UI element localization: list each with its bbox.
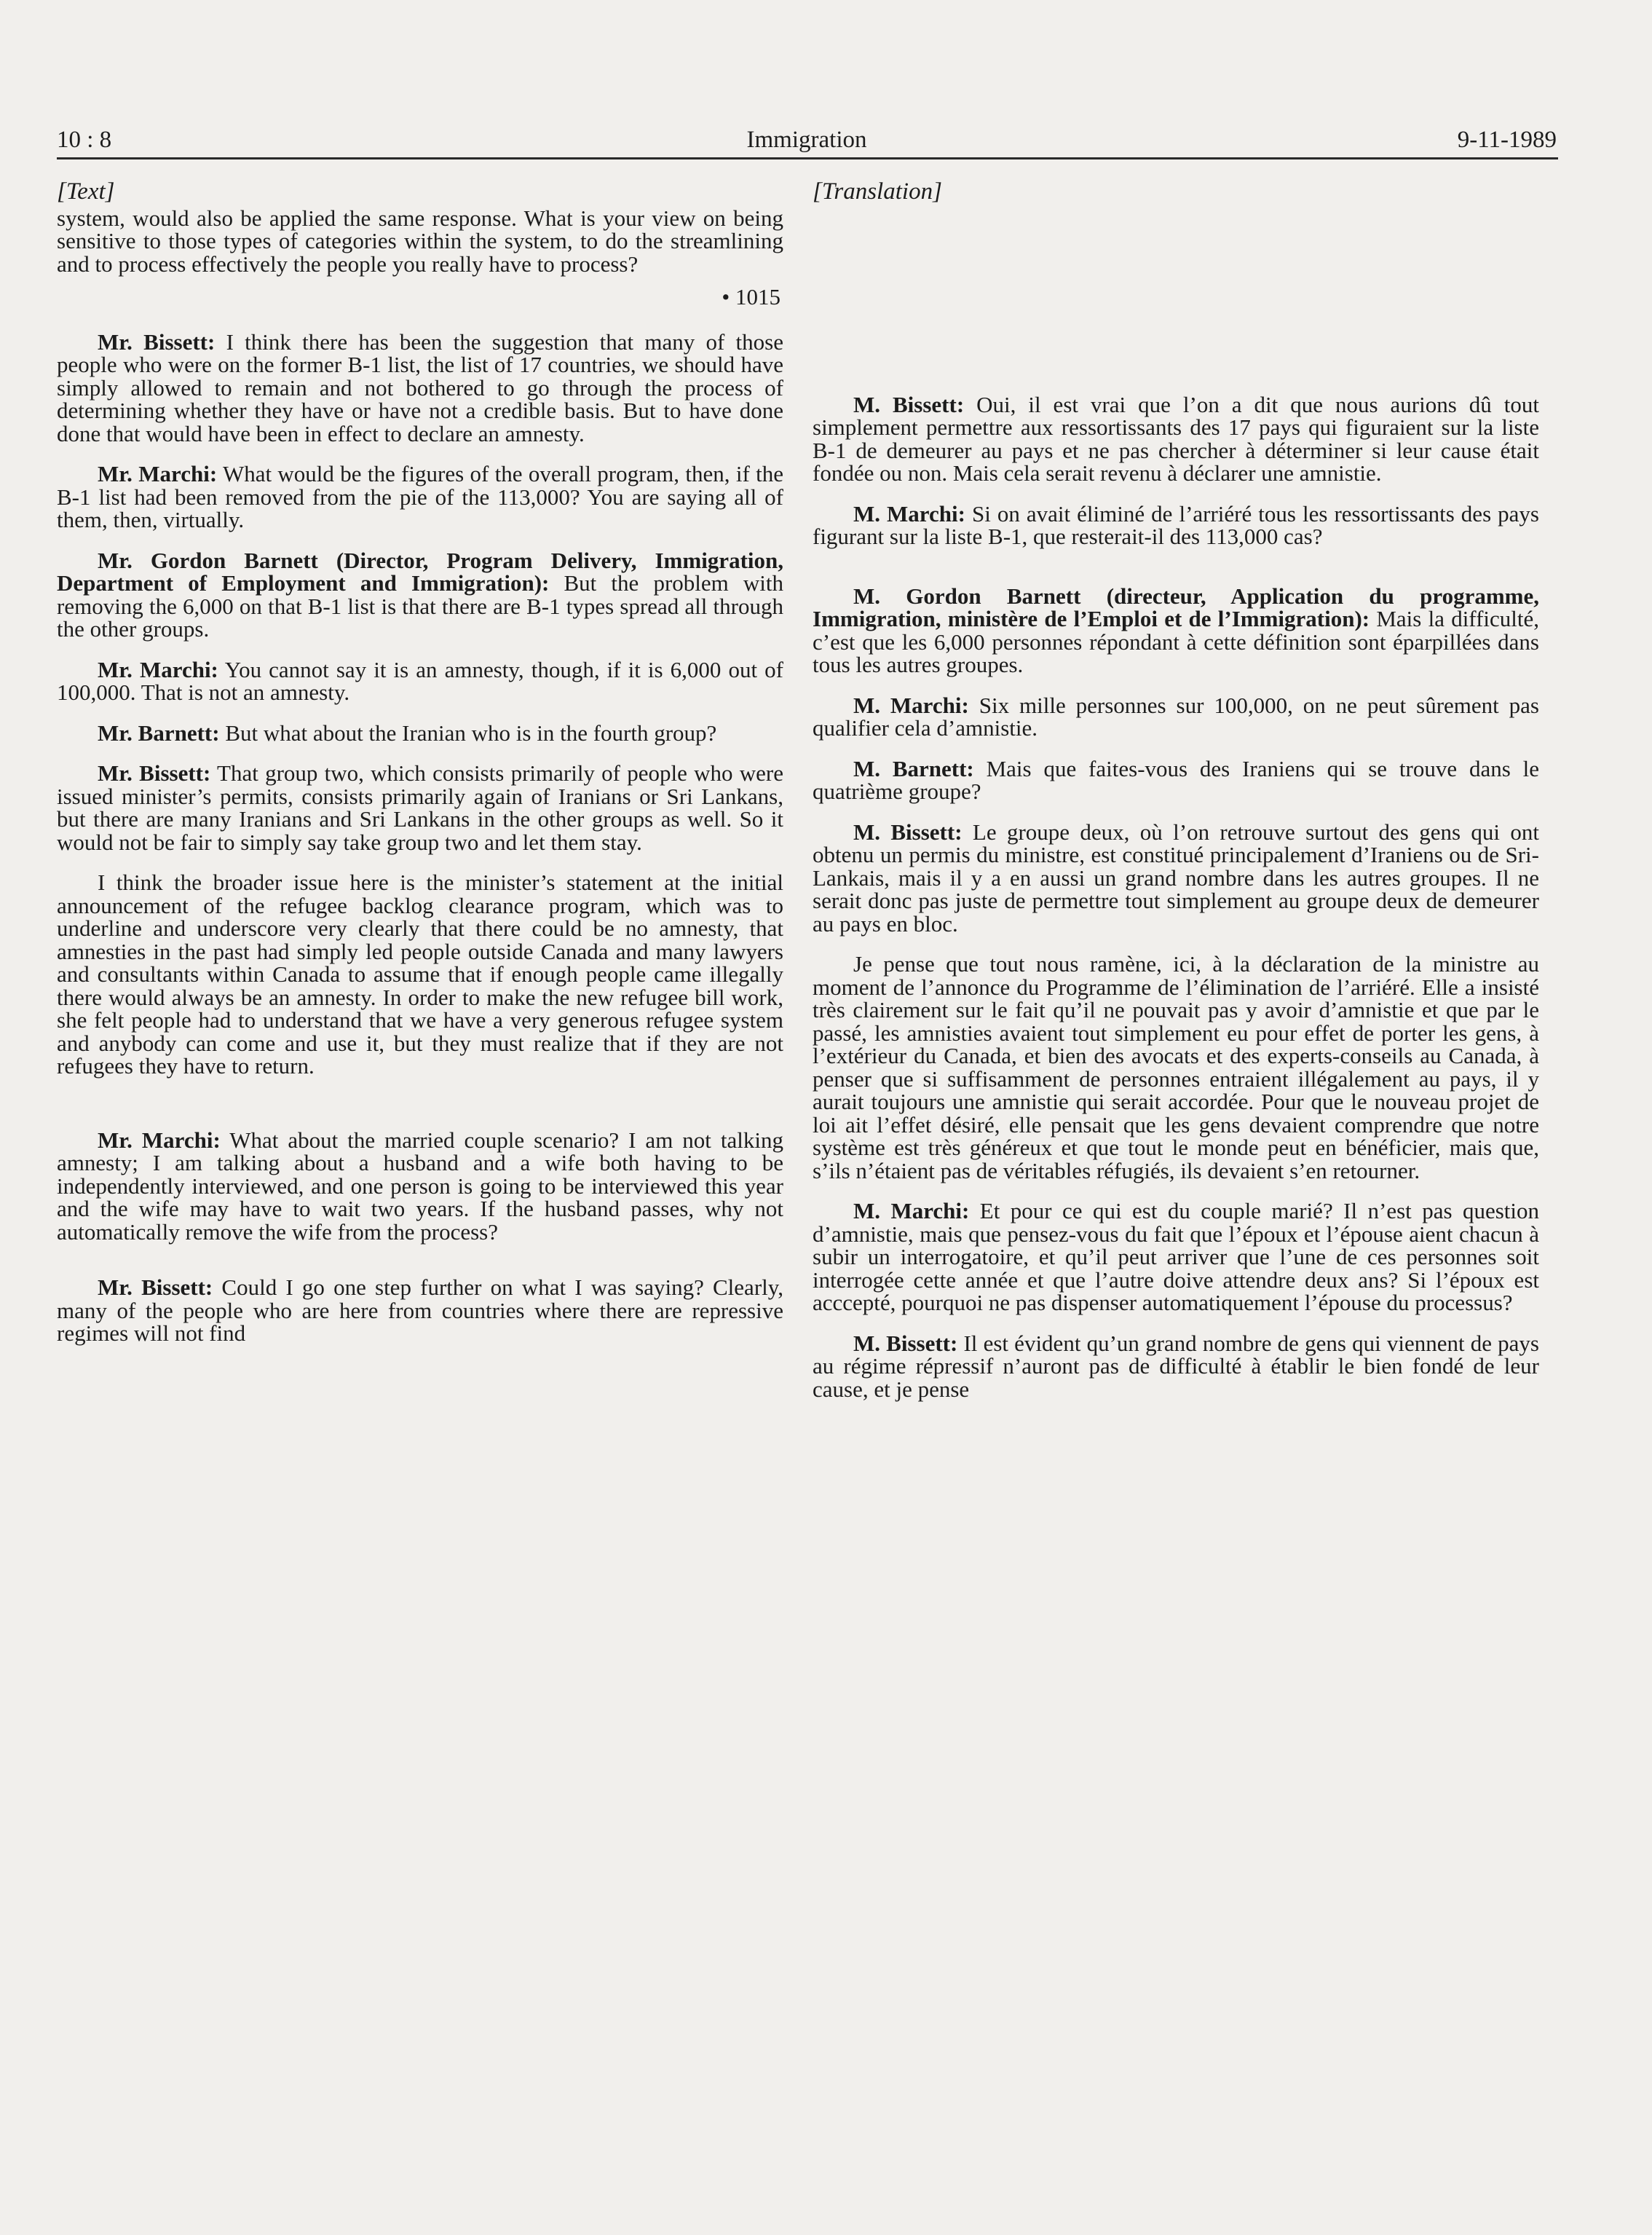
paragraph: Mr. Bissett: That group two, which consists primarily of people who were issued minister’s permits, consists primarily again of Iranians or Sri Lankans, but there are many Iranians and Sri Lankans in the other groups as well. So it would not be fair to simply say take group two and let them stay.	[57, 760, 783, 855]
paragraph: Mr. Marchi: What about the married couple scenario? I am not talking amnesty; I am talking about a husband and a wife both having to be independently interviewed, and one person is going to be interviewed this year and the wife may have to wait two years. If the husband passes, why not automatically remove the wife from the process?	[57, 1127, 783, 1245]
speaker-name: Mr. Bissett:	[98, 760, 211, 786]
paragraph: system, would also be applied the same response. What is your view on being sensitive to those types of categories within the system, to do the streamlining and to process effectively the people you really have to process?	[57, 205, 783, 277]
paragraph: M. Bissett: Le groupe deux, où l’on retrouve surtout des gens qui ont obtenu un permis du ministre, est constitué principalement d’Iraniens ou de Sri-Lankais, mais il y a en aussi un grand nombre dans les autres groupes. Il ne serait donc pas juste de permettre tout simplement au groupe deux de demeurer au pays en bloc.	[813, 819, 1539, 937]
paragraph: M. Bissett: Il est évident qu’un grand nombre de gens qui viennent de pays au régime répressif n’auront pas de difficulté à établir le bien fondé de leur cause, et je pense	[813, 1330, 1540, 1402]
paragraph: Mr. Bissett: Could I go one step further on what I was saying? Clearly, many of the people who are here from countries where there are repressive regimes will not find	[57, 1274, 783, 1346]
paragraph: Mr. Gordon Barnett (Director, Program Delivery, Immigration, Department of Employment and Immigration): But the problem with removing the 6,000 on that B-1 list is that there are B-1 types spread all through the other groups.	[57, 547, 783, 642]
speaker-name: M. Marchi:	[853, 1198, 970, 1223]
paragraph: Mr. Bissett: I think there has been the suggestion that many of those people who were on the former B-1 list, the list of 17 countries, we should have simply allowed to remain and not bothered to go through the process of determining whether they have or have not a credible basis. But to have done done that would have been in effect to declare an amnesty.	[57, 328, 783, 446]
french-column	[813, 178, 1540, 1418]
paragraph: Je pense que tout nous ramène, ici, à la déclaration de la ministre au moment de l’annonce du Programme de l’élimination de l’arriéré. Elle a insisté très clairement sur le fait qu’il ne pouvait pas y avoir d’amnistie et que par le passé, les amnisties avaient tout simplement eu pour effet de porter les gens, à l’extérieur du Canada, et bien des avocats et des experts-conseils au Canada, à penser que si suffisamment de personnes entraient illégalement au pays, il y aurait toujours une amnistie qui serait accordée. Pour que le nouveau projet de loi ait l’effet désiré, elle pensait que les gens devaient comprendre que notre système est très généreux et que tout le monde peut en bénéficier, mais que, s’ils n’étaient pas de véritables réfugiés, ils devaient s’en retourner.	[813, 951, 1539, 1183]
speaker-name: M. Barnett:	[853, 755, 974, 781]
column-label-translation: [Translation]	[813, 178, 942, 205]
speaker-name: M. Bissett:	[853, 391, 965, 417]
paragraph: M. Marchi: Six mille personnes sur 100,000, on ne peut sûrement pas qualifier cela d’amnistie.	[813, 692, 1539, 741]
speaker-name: Mr. Bissett:	[98, 1274, 213, 1300]
speaker-name: Mr. Gordon Barnett (Director, Program Delivery, Immigration, Department of Employment and Immigration):	[57, 547, 783, 596]
page-number: 10 : 8	[57, 127, 112, 153]
paragraph: Mr. Barnett: But what about the Iranian who is in the fourth group?	[98, 720, 717, 746]
speaker-name: M. Gordon Barnett (directeur, Application du programme, Immigration, ministère de l’Emploi et de l’Immigration):	[813, 583, 1539, 631]
paragraph: M. Marchi: Si on avait éliminé de l’arriéré tous les ressortissants des pays figurant sur la liste B-1, que resterait-il des 113,000 cas?	[813, 500, 1539, 549]
speaker-name: Mr. Marchi:	[98, 461, 218, 486]
paragraph: M. Bissett: Oui, il est vrai que l’on a dit que nous aurions dû tout simplement permettre aux ressortissants des 17 pays qui figuraient sur la liste B-1 de demeurer au pays et ne pas chercher à déterminer si leur cause était fondée ou non. Mais cela serait revenu à déclarer une amnistie.	[813, 391, 1539, 486]
header-rule	[57, 157, 1558, 159]
column-label-text: [Text]	[57, 178, 115, 205]
paragraph: M. Gordon Barnett (directeur, Application du programme, Immigration, ministère de l’Emploi et de l’Immigration): Mais la difficulté, c’est que les 6,000 personnes répondant à cette définition sont éparpillées dans tous les autres groupes.	[813, 583, 1539, 677]
speaker-name: M. Bissett:	[853, 819, 963, 845]
timestamp: • 1015	[722, 284, 780, 310]
speaker-name: Mr. Marchi:	[98, 1127, 221, 1153]
paragraph: M. Barnett: Mais que faites-vous des Iraniens qui se trouve dans le quatrième groupe?	[813, 755, 1539, 804]
speaker-name: Mr. Marchi:	[98, 656, 218, 682]
paragraph: I think the broader issue here is the minister’s statement at the initial announcement of the refugee backlog clearance program, which was to underline and underscore very clearly that there could be no amnesty, that amnesties in the past had simply led people outside Canada and many lawyers and consultants within Canada to assume that if enough people came illegally there would always be an amnesty. In order to make the new refugee bill work, she felt people had to understand that we have a very generous refugee system and anybody can come and use it, but they must realize that if they are not refugees they have to return.	[57, 870, 783, 1079]
paragraph: M. Marchi: Et pour ce qui est du couple marié? Il n’est pas question d’amnistie, mais que pensez-vous du fait que l’époux et l’épouse aient chacun à subir un interrogatoire, et qu’il peut arriver que l’une de ces personnes soit interrogée cette année et que l’autre doive attendre deux ans? Si l’époux est acccepté, pourquoi ne pas dispenser automatiquement l’épouse du processus?	[813, 1198, 1540, 1315]
page-title: Immigration	[746, 127, 867, 153]
speaker-name: Mr. Bissett:	[98, 328, 216, 355]
page-date: 9-11-1989	[1457, 127, 1557, 153]
paragraph: Mr. Marchi: What would be the figures of the overall program, then, if the B-1 list had been removed from the pie of the 113,000? You are saying all of them, then, virtually.	[57, 461, 784, 532]
speaker-name: M. Bissett:	[853, 1330, 958, 1356]
speaker-name: M. Marchi:	[853, 692, 969, 718]
english-column	[57, 178, 784, 1363]
paragraph: Mr. Marchi: You cannot say it is an amnesty, though, if it is 6,000 out of 100,000. That is not an amnesty.	[57, 656, 783, 705]
speaker-name: Mr. Barnett:	[98, 720, 220, 746]
spacer	[813, 207, 1539, 393]
speaker-name: M. Marchi:	[853, 500, 965, 527]
